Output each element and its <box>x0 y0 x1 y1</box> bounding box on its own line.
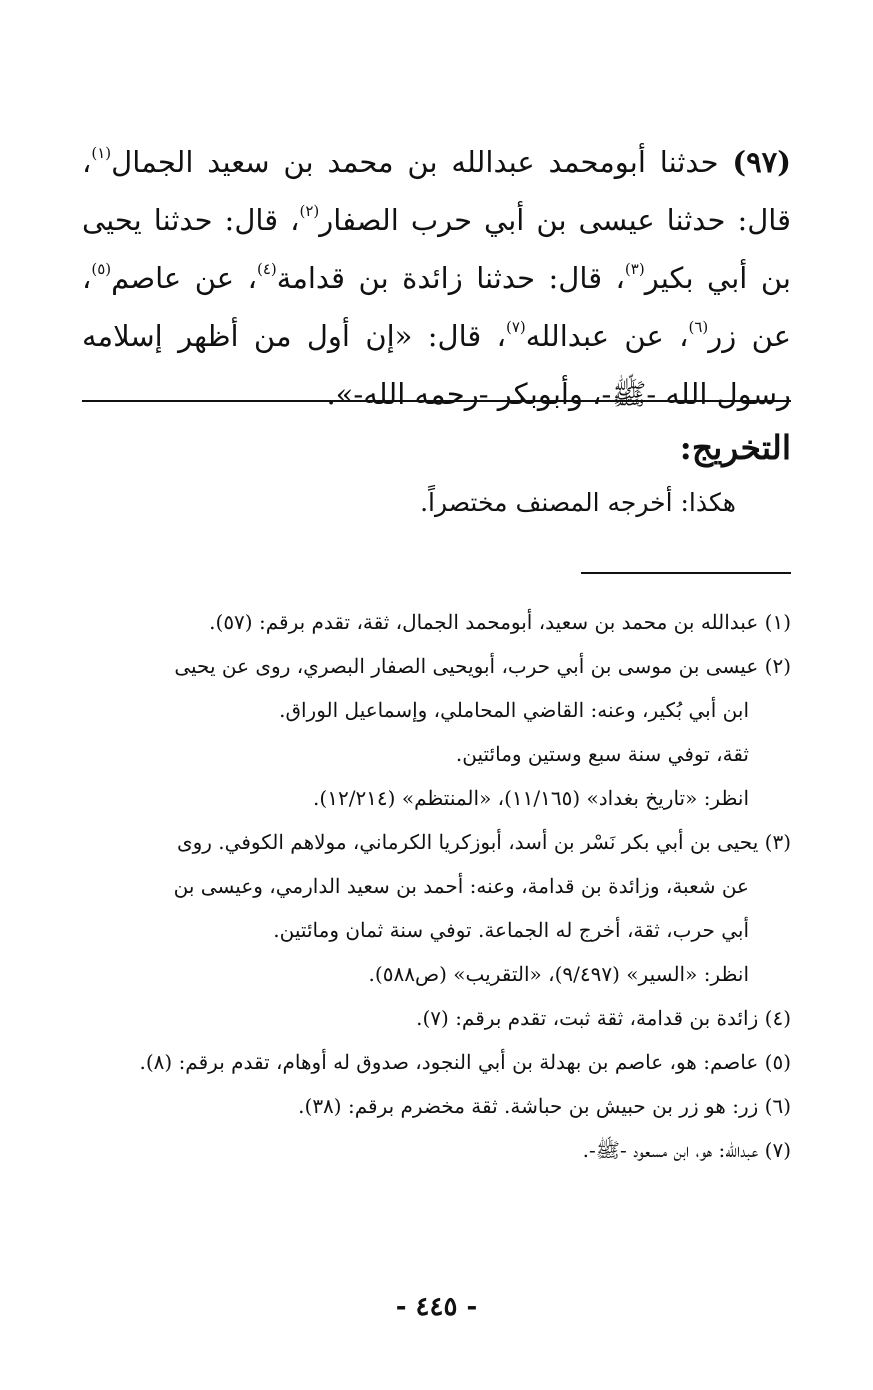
footnote-line: ابن أبي بُكير، وعنه: القاضي المحاملي، وإسماعيل الوراق. <box>279 698 749 722</box>
footnote-2 <box>82 644 791 820</box>
section-divider <box>82 400 791 402</box>
footnote-ref-7: (٧) <box>505 318 526 336</box>
footnote-ref-1: (١) <box>91 144 112 162</box>
footnote-5 <box>82 1040 791 1084</box>
hadith-text <box>82 133 791 423</box>
takhrij-heading: التخريج: <box>679 428 791 467</box>
footnote-1 <box>82 600 791 644</box>
hadith-segment: ، عن عبدالله <box>525 319 689 353</box>
footnote-line: (٥) عاصم: هو، عاصم بن بهدلة بن أبي النجود، صدوق له أوهام، تقدم برقم: (٨). <box>139 1050 791 1074</box>
footnote-ref-6: (٦) <box>688 318 709 336</box>
footnote-line: (١) عبدالله بن محمد بن سعيد، أبومحمد الجمال، ثقة، تقدم برقم: (٥٧). <box>209 610 791 634</box>
footnote-line: (٤) زائدة بن قدامة، ثقة ثبت، تقدم برقم: (٧). <box>416 1006 791 1030</box>
footnote-source: انظر: «السير» (٩/٤٩٧)، «التقريب» (ص٥٨٨). <box>368 962 749 986</box>
hadith-segment: ، قال: «إن أول من أظهر إسلامه رسول الله -ﷺ-، وأبوبكر -رحمه الله-». <box>82 319 791 411</box>
footnote-line: ثقة، توفي سنة سبع وستين ومائتين. <box>455 742 749 766</box>
footnotes <box>82 600 791 1172</box>
takhrij-text: هكذا: أخرجه المصنف مختصراً. <box>420 488 736 517</box>
hadith-segment: ، قال: حدثنا يحيى بن أبي بكير <box>82 203 791 295</box>
hadith-segment: ، عن زر <box>82 261 792 353</box>
footnote-ref-3: (٣) <box>624 260 645 278</box>
footnote-7 <box>82 1128 791 1172</box>
footnote-line: (٢) عيسى بن موسى بن أبي حرب، أبويحيى الصفار البصري، روى عن يحيى <box>174 654 791 678</box>
footnote-line: عن شعبة، وزائدة بن قدامة، وعنه: أحمد بن سعيد الدارمي، وعيسى بن <box>173 874 749 898</box>
hadith-number: (٩٧) <box>732 145 791 179</box>
footnote-line: (٦) زر: هو زر بن حبيش بن حباشة. ثقة مخضرم برقم: (٣٨). <box>298 1094 791 1118</box>
footnote-line: (٧) عبدالله: هو، ابن مسعود -ﷺ-. <box>582 1138 791 1162</box>
footnote-ref-4: (٤) <box>256 260 277 278</box>
hadith-segment: حدثنا أبومحمد عبدالله بن محمد بن سعيد الجمال <box>111 145 733 179</box>
footnote-ref-5: (٥) <box>91 260 112 278</box>
footnote-divider <box>581 572 791 574</box>
footnote-3 <box>82 820 791 996</box>
hadith-segment: ، عن عاصم <box>111 261 257 295</box>
hadith-segment: ، قال: حدثنا عيسى بن أبي حرب الصفار <box>82 145 792 237</box>
footnote-ref-2: (٢) <box>299 202 320 220</box>
footnote-line: أبي حرب، ثقة، أخرج له الجماعة. توفي سنة ثمان ومائتين. <box>273 918 749 942</box>
footnote-source: انظر: «تاريخ بغداد» (١١/١٦٥)، «المنتظم» (١٢/٢١٤). <box>313 786 749 810</box>
footnote-line: (٣) يحيى بن أبي بكر نَسْر بن أسد، أبوزكريا الكرماني، مولاهم الكوفي. روى <box>176 830 791 854</box>
page-number: - ٤٤٥ - <box>395 1292 478 1322</box>
book-page <box>82 0 791 1390</box>
footnote-4 <box>82 996 791 1040</box>
footnote-6 <box>82 1084 791 1128</box>
hadith-segment: ، قال: حدثنا زائدة بن قدامة <box>276 261 625 295</box>
